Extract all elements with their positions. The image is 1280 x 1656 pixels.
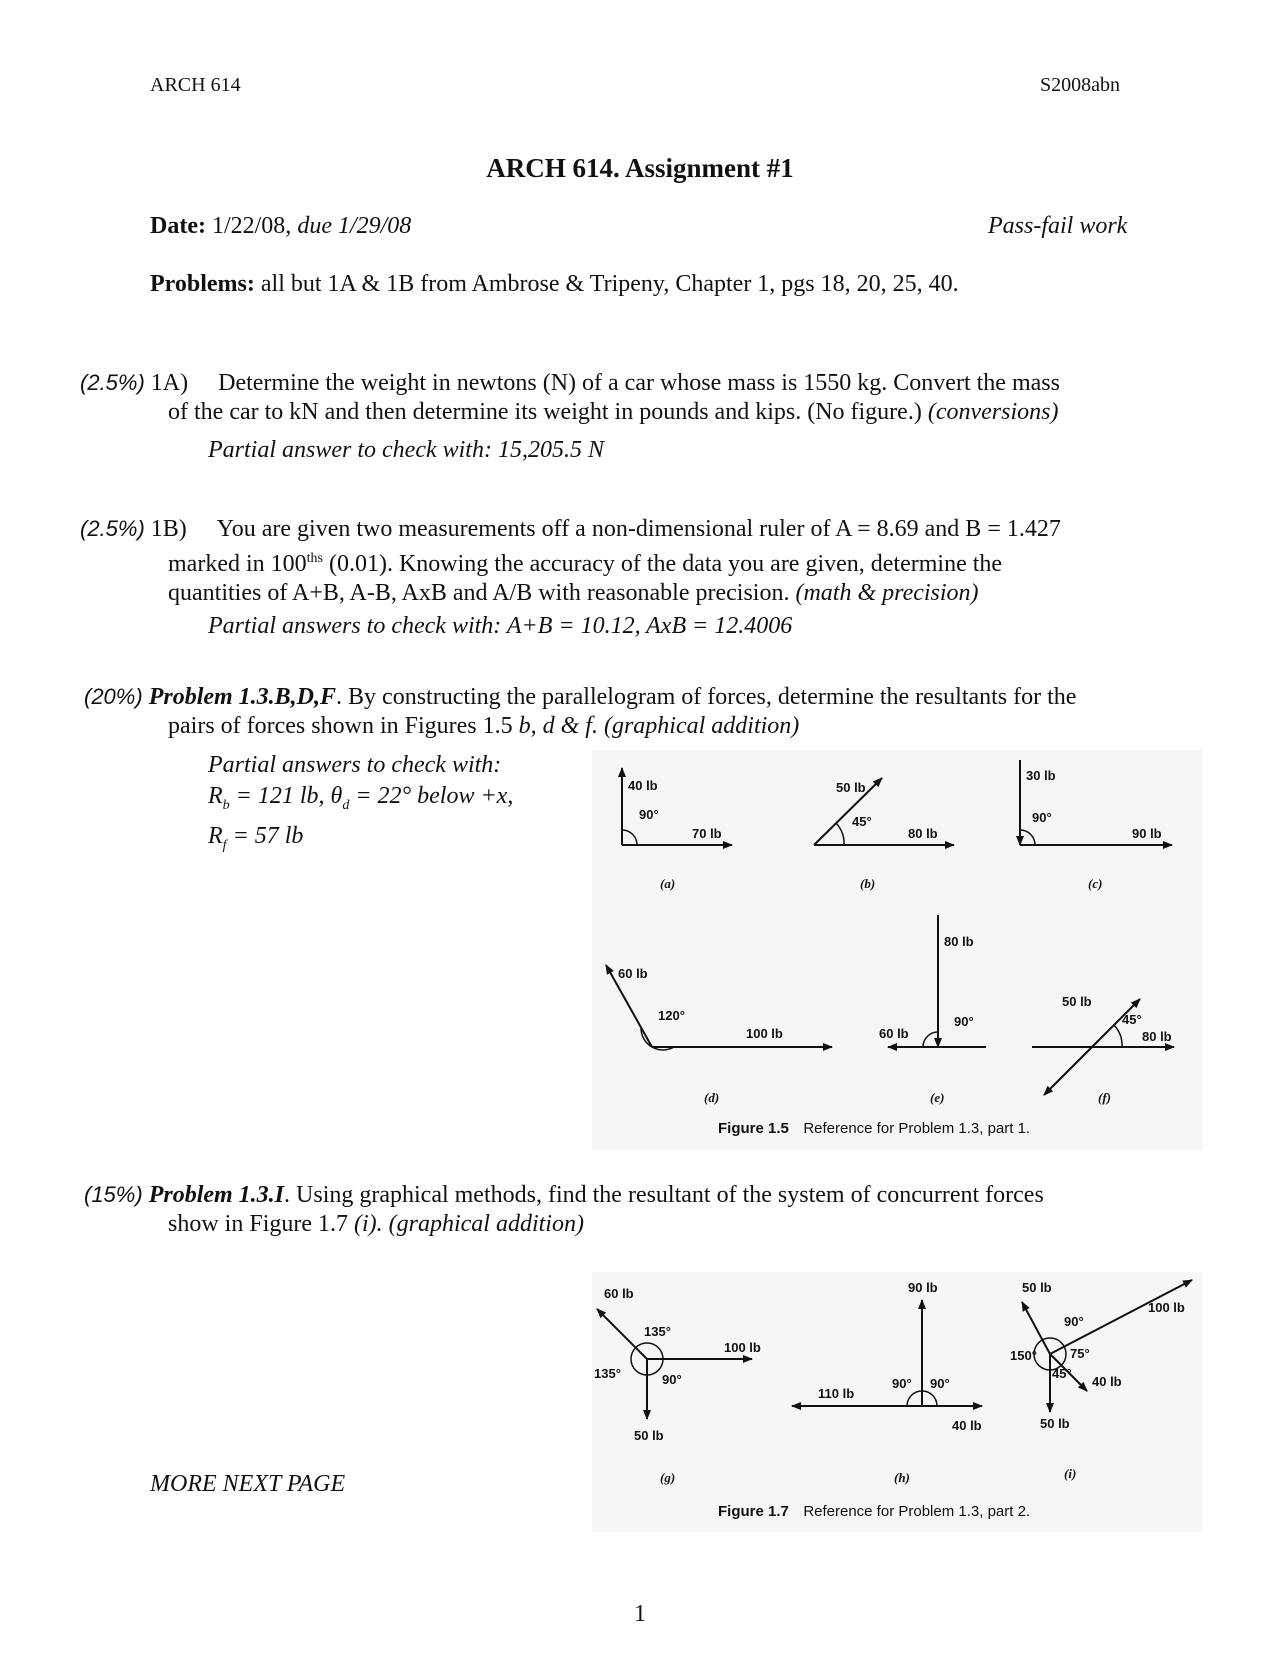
fig15-e-f1: 80 lb	[944, 934, 974, 949]
fig17-h-a2: 90°	[930, 1376, 950, 1391]
problem-1a	[80, 368, 1120, 427]
fig15-e	[879, 915, 986, 1105]
fig15-f-f2: 80 lb	[1142, 1029, 1172, 1044]
problem-13bdf-answers	[208, 750, 513, 861]
date-line	[150, 212, 411, 241]
fig15-c-f2: 90 lb	[1132, 826, 1162, 841]
problem-13bdf-line2: pairs of forces shown in Figures 1.5	[168, 713, 513, 739]
problem-1a-tag: (conversions)	[927, 399, 1059, 425]
fig17-g-f2: 100 lb	[724, 1340, 761, 1355]
due-date: due 1/29/08	[297, 213, 412, 239]
header-left: ARCH 614	[150, 74, 241, 96]
theta-symbol: θ	[330, 783, 343, 809]
problem-13bdf-line2it: b, d & f. (graphical addition)	[518, 713, 800, 739]
fig15-b	[814, 778, 954, 891]
fig15-d	[606, 965, 832, 1105]
pass-fail: Pass-fail work	[988, 213, 1128, 239]
problem-13bdf	[84, 682, 1144, 741]
theta-sub: d	[342, 797, 350, 813]
fig17-h-label: (h)	[894, 1470, 910, 1485]
fig17-caption-bold: Figure 1.7	[718, 1503, 789, 1520]
fig15-caption-text: Reference for Problem 1.3, part 1.	[803, 1120, 1031, 1137]
fig15-b-label: (b)	[860, 876, 876, 891]
fig17-h-a1: 90°	[892, 1376, 912, 1391]
problem-13bdf-line1: . By constructing the parallelogram of forces, determine the resultants for the	[336, 684, 1077, 710]
fig17-g-f3: 50 lb	[634, 1428, 664, 1443]
more-next-page: MORE NEXT PAGE	[150, 1471, 346, 1497]
fig17-caption	[718, 1503, 1030, 1520]
problem-1b-line2a: marked in 100	[168, 551, 307, 577]
problem-1b-answer: Partial answers to check with: A+B = 10.12, AxB = 12.4006	[208, 613, 793, 639]
problem-13i-line2: show in Figure 1.7	[168, 1211, 348, 1237]
problem-1b	[80, 514, 1140, 608]
fig17-i-f1: 50 lb	[1022, 1280, 1052, 1295]
problem-13i-line1: . Using graphical methods, find the resultant of the system of concurrent forces	[284, 1182, 1044, 1208]
fig15-b-f2: 80 lb	[908, 826, 938, 841]
fig17-g-a3: 90°	[662, 1372, 682, 1387]
fig15-e-angle: 90°	[954, 1014, 974, 1029]
fig15-d-f1: 60 lb	[618, 966, 648, 981]
problem-1b-tag: (math & precision)	[795, 580, 979, 606]
fig17-g-a2: 135°	[594, 1366, 621, 1381]
problems-text: all but 1A & 1B from Ambrose & Tripeny, Chapter 1, pgs 18, 20, 25, 40.	[260, 271, 959, 297]
header-right: S2008abn	[1040, 74, 1120, 96]
fig15-d-label: (d)	[704, 1090, 720, 1105]
rf-value: = 57 lb	[226, 822, 304, 849]
problem-1b-pct: (2.5%)	[80, 516, 145, 541]
fig15-f	[1032, 994, 1174, 1105]
rb-value: = 121 lb,	[229, 783, 331, 809]
fig17-i-f2: 100 lb	[1148, 1300, 1185, 1315]
fig15-d-angle: 120°	[658, 1008, 685, 1023]
problem-1b-line3: quantities of A+B, A-B, AxB and A/B with reasonable precision.	[168, 580, 790, 606]
figure-1-5	[592, 750, 1202, 1150]
problem-13i-line2it: (i). (graphical addition)	[354, 1211, 584, 1237]
fig17-i-a2: 150°	[1010, 1348, 1037, 1363]
fig17-i-a3: 75°	[1070, 1346, 1090, 1361]
fig15-f-angle: 45°	[1122, 1012, 1142, 1027]
problems-label: Problems:	[150, 271, 255, 297]
fig15-a-label: (a)	[660, 876, 676, 891]
problem-13bdf-pct: (20%)	[84, 684, 143, 709]
page-title: ARCH 614. Assignment #1	[486, 153, 794, 183]
problem-1a-line2: of the car to kN and then determine its weight in pounds and kips. (No figure.)	[168, 399, 922, 425]
date-label: Date:	[150, 213, 206, 239]
fig17-i-f4: 50 lb	[1040, 1416, 1070, 1431]
fig15-a-f1: 40 lb	[628, 778, 658, 793]
rf-symbol: R	[208, 822, 223, 849]
fig17-h-f3: 40 lb	[952, 1418, 982, 1433]
fig15-f-label: (f)	[1098, 1090, 1111, 1105]
fig17-i	[1010, 1280, 1192, 1481]
fig17-h-f1: 90 lb	[908, 1280, 938, 1295]
problem-1b-id: 1B)	[150, 516, 187, 542]
problem-13bdf-id: Problem 1.3.B,D,F	[148, 684, 337, 710]
fig15-a-f2: 70 lb	[692, 826, 722, 841]
problem-1b-line2b: (0.01). Knowing the accuracy of the data you are given, determine the	[322, 551, 1003, 577]
problem-1b-line1: You are given two measurements off a non-dimensional ruler of A = 8.69 and B = 1.427	[216, 516, 1061, 542]
fig15-b-angle: 45°	[852, 814, 872, 829]
fig17-i-f3: 40 lb	[1092, 1374, 1122, 1389]
fig15-b-f1: 50 lb	[836, 780, 866, 795]
fig17-i-a1: 90°	[1064, 1314, 1084, 1329]
fig15-f-f1: 50 lb	[1062, 994, 1092, 1009]
problem-13i	[84, 1180, 1144, 1239]
fig15-caption-bold: Figure 1.5	[718, 1120, 789, 1137]
fig17-g	[594, 1286, 761, 1485]
fig15-c-label: (c)	[1088, 876, 1103, 891]
answers-head: Partial answers to check with:	[208, 752, 502, 778]
theta-value: = 22° below +x,	[349, 783, 514, 809]
problem-1a-pct: (2.5%)	[80, 370, 145, 395]
fig15-a	[622, 768, 732, 891]
fig17-h-f2: 110 lb	[818, 1386, 855, 1401]
fig17-i-label: (i)	[1064, 1466, 1077, 1481]
fig17-i-a4: 45°	[1052, 1366, 1072, 1381]
fig15-c	[1020, 760, 1172, 891]
problem-1b-sup: ths	[306, 551, 323, 566]
fig15-d-f2: 100 lb	[746, 1026, 783, 1041]
problems-line	[150, 270, 959, 299]
problem-1a-answer: Partial answer to check with: 15,205.5 N	[208, 437, 604, 463]
figure-1-7	[592, 1272, 1202, 1532]
fig15-c-angle: 90°	[1032, 810, 1052, 825]
fig15-caption	[718, 1120, 1030, 1137]
rb-symbol: R	[208, 783, 223, 809]
fig17-g-a1: 135°	[644, 1324, 671, 1339]
problem-1a-id: 1A)	[150, 370, 189, 396]
answers-line-rf	[208, 821, 513, 861]
fig15-e-f2: 60 lb	[879, 1026, 909, 1041]
answers-line-rb	[208, 781, 513, 821]
fig15-e-label: (e)	[930, 1090, 945, 1105]
fig15-c-f1: 30 lb	[1026, 768, 1056, 783]
date-value: 1/22/08,	[211, 213, 292, 239]
fig17-g-f1: 60 lb	[604, 1286, 634, 1301]
fig15-a-angle: 90°	[639, 807, 659, 822]
page-number: 1	[634, 1601, 646, 1627]
problem-1a-line1: Determine the weight in newtons (N) of a car whose mass is 1550 kg. Convert the mass	[218, 370, 1060, 396]
fig17-caption-text: Reference for Problem 1.3, part 2.	[803, 1503, 1031, 1520]
problem-13i-pct: (15%)	[84, 1182, 143, 1207]
problem-13i-id: Problem 1.3.I	[148, 1182, 285, 1208]
rb-sub: b	[222, 797, 230, 813]
rf-sub: f	[222, 837, 227, 853]
fig17-g-label: (g)	[660, 1470, 676, 1485]
fig17-h	[792, 1280, 982, 1485]
